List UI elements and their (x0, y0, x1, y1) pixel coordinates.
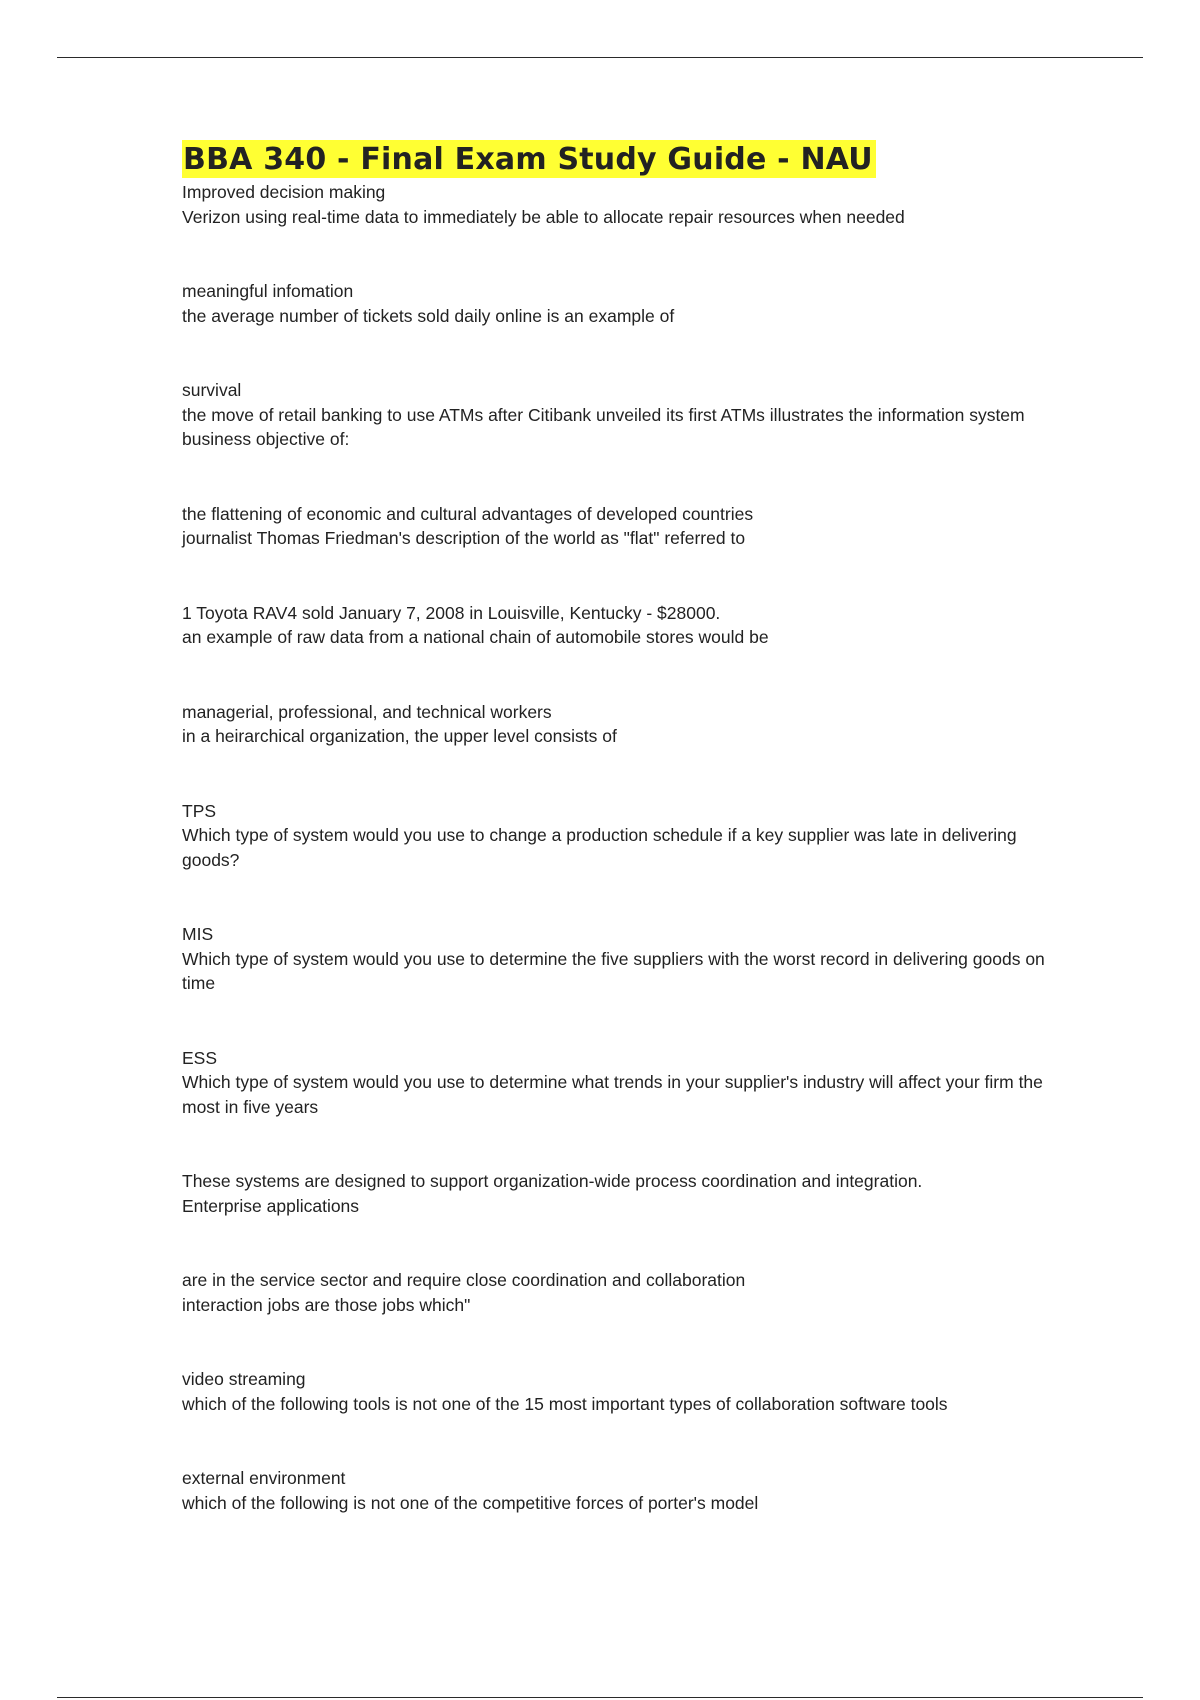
page-content (182, 140, 1062, 1515)
card-answer: 1 Toyota RAV4 sold January 7, 2008 in Louisville, Kentucky - $28000. (182, 602, 721, 623)
card-answer: ESS (182, 1047, 218, 1068)
card-question: an example of raw data from a national chain of automobile stores would be (182, 627, 769, 647)
study-card (182, 502, 1062, 551)
study-card (182, 180, 1062, 229)
card-answer: external environment (182, 1468, 346, 1488)
card-answer: video streaming (182, 1369, 306, 1389)
study-card (182, 601, 1062, 650)
card-question: Enterprise applications (182, 1195, 360, 1216)
study-card (182, 279, 1062, 328)
card-answer: meaningful infomation (182, 281, 354, 301)
card-question: in a heirarchical organization, the upper level consists of (182, 726, 617, 746)
card-answer: TPS (182, 800, 217, 821)
card-question: Verizon using real-time data to immediately be able to allocate repair resources when needed (182, 206, 905, 227)
card-question: Which type of system would you use to determine what trends in your supplier's industry will affect your firm the most in five years (182, 1072, 1043, 1117)
card-answer: These systems are designed to support organization-wide process coordination and integration. (182, 1171, 923, 1191)
card-question: the average number of tickets sold daily online is an example of (182, 305, 675, 326)
card-question: which of the following is not one of the competitive forces of porter's model (182, 1492, 759, 1513)
document-title: BBA 340 - Final Exam Study Guide - NAU (182, 140, 876, 178)
card-answer: are in the service sector and require close coordination and collaboration (182, 1270, 746, 1290)
study-card (182, 922, 1062, 996)
study-card (182, 378, 1062, 452)
study-card (182, 1268, 1062, 1317)
card-answer: the flattening of economic and cultural advantages of developed countries (182, 503, 754, 524)
title-wrapper (182, 140, 1062, 178)
study-card (182, 1169, 1062, 1218)
card-question: the move of retail banking to use ATMs after Citibank unveiled its first ATMs illustrates the information system business objective of: (182, 404, 1025, 449)
card-question: Which type of system would you use to change a production schedule if a key supplier was late in delivering goods? (182, 825, 1017, 870)
study-card (182, 799, 1062, 873)
card-question: interaction jobs are those jobs which" (182, 1294, 471, 1315)
card-answer: survival (182, 380, 242, 400)
card-question: Which type of system would you use to determine the five suppliers with the worst record in delivering goods on time (182, 948, 1045, 993)
card-answer: Improved decision making (182, 182, 386, 202)
card-question: journalist Thomas Friedman's description of the world as "flat" referred to (182, 528, 746, 548)
footer-rule (57, 1697, 1143, 1698)
study-card (182, 700, 1062, 749)
card-answer: managerial, professional, and technical workers (182, 701, 552, 722)
header-rule (57, 57, 1143, 58)
card-answer: MIS (182, 924, 214, 944)
study-card (182, 1046, 1062, 1120)
study-card (182, 1466, 1062, 1515)
card-question: which of the following tools is not one of the 15 most important types of collaboration software tools (182, 1393, 948, 1414)
study-card (182, 1367, 1062, 1416)
